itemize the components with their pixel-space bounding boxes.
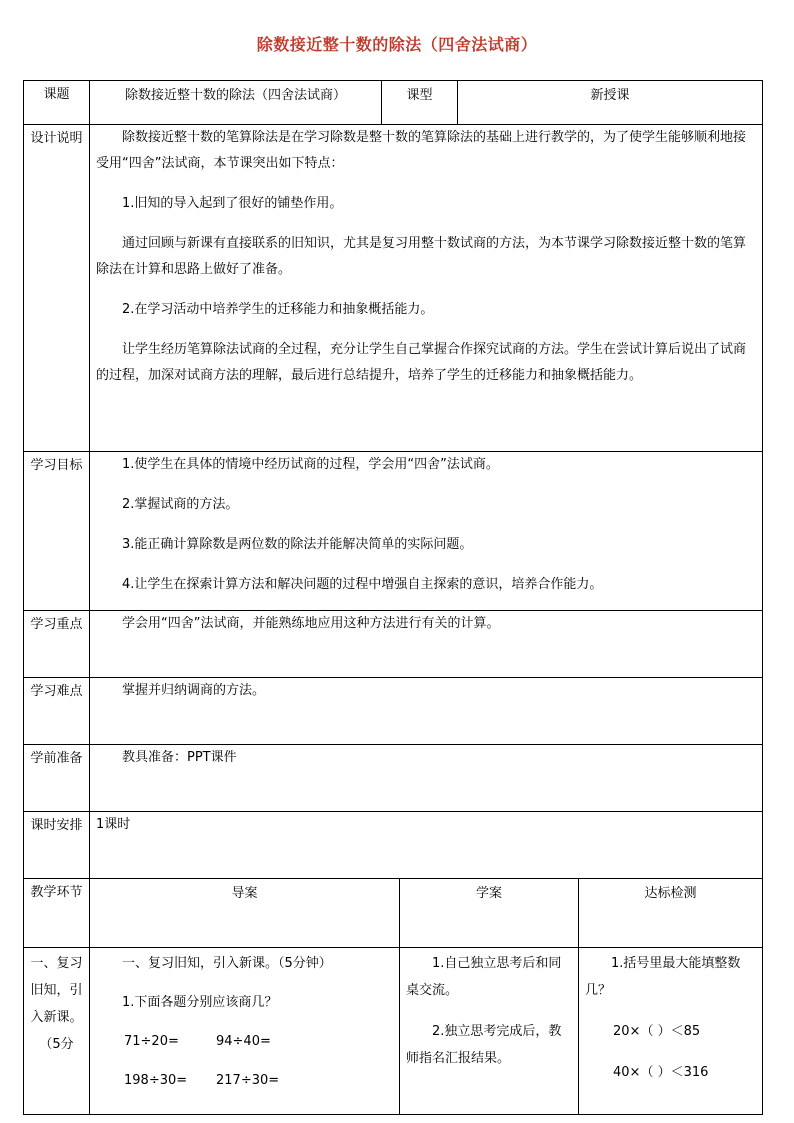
guide-question: 1.下面各题分别应该商几？ xyxy=(122,995,278,1010)
document-title: 除数接近整十数的除法（四舍法试商） xyxy=(256,35,538,54)
exercise-item: 198÷30= xyxy=(124,1073,188,1088)
row-difficulty xyxy=(24,678,763,745)
teaching-stage-label: 教学环节 xyxy=(24,879,90,948)
row-design xyxy=(24,125,763,452)
goals-content xyxy=(90,452,763,611)
goal-item: 3.能正确计算除数是两位数的除法并能解决简单的实际问题。 xyxy=(122,537,473,552)
class-hours-label: 课时安排 xyxy=(24,812,90,879)
exercise-item: 94÷40= xyxy=(216,1034,271,1049)
goals-label: 学习目标 xyxy=(24,452,90,611)
difficulty-content xyxy=(90,678,763,745)
difficulty-text: 掌握并归纳调商的方法。 xyxy=(122,683,266,698)
preparation-text: 教具准备：PPT课件 xyxy=(122,750,237,765)
row-key-points xyxy=(24,611,763,678)
key-points-label: 学习重点 xyxy=(24,611,90,678)
key-points-content xyxy=(90,611,763,678)
exercise-item: 71÷20= xyxy=(124,1034,179,1049)
design-point-heading: 2.在学习活动中培养学生的迁移能力和抽象概括能力。 xyxy=(122,302,434,317)
preparation-label: 学前准备 xyxy=(24,745,90,812)
study-item: 2.独立思考完成后，教师指名汇报结果。 xyxy=(406,1024,562,1066)
check-content xyxy=(579,948,763,1115)
design-content xyxy=(90,125,763,452)
guide-content xyxy=(90,948,400,1115)
row-goals xyxy=(24,452,763,611)
row-step-review xyxy=(24,948,763,1115)
topic-value: 除数接近整十数的除法（四舍法试商） xyxy=(90,81,382,125)
check-item: 40×（ ）＜316 xyxy=(613,1065,709,1080)
guide-heading: 一、复习旧知，引入新课。（5分钟） xyxy=(122,956,332,971)
step-review-label: 一、复习旧知，引入新课。（5分 xyxy=(24,948,90,1115)
row-topic xyxy=(24,81,763,125)
exercise-row xyxy=(96,1067,393,1094)
study-item: 1.自己独立思考后和同桌交流。 xyxy=(406,956,562,998)
design-paragraph: 让学生经历笔算除法试商的全过程，充分让学生自己掌握合作探究试商的方法。学生在尝试计算后说出了试商的过程，加深对试商方法的理解，最后进行总结提升，培养了学生的迁移能力和抽象概括能力。 xyxy=(96,342,747,383)
row-class-hours xyxy=(24,812,763,879)
goal-item: 1.使学生在具体的情境中经历试商的过程，学会用“四舍”法试商。 xyxy=(122,457,499,472)
class-hours-text: 1课时 xyxy=(96,817,131,832)
exercise-row xyxy=(96,1028,393,1055)
preparation-content xyxy=(90,745,763,812)
class-hours-content xyxy=(90,812,763,879)
key-points-text: 学会用“四舍”法试商，并能熟练地应用这种方法进行有关的计算。 xyxy=(122,616,500,631)
goal-item: 4.让学生在探索计算方法和解决问题的过程中增强自主探索的意识，培养合作能力。 xyxy=(122,577,603,592)
topic-label: 课题 xyxy=(24,81,90,125)
goal-item: 2.掌握试商的方法。 xyxy=(122,497,239,512)
check-item: 20×（ ）＜85 xyxy=(613,1024,701,1039)
lesson-type-label: 课型 xyxy=(382,81,458,125)
difficulty-label: 学习难点 xyxy=(24,678,90,745)
study-content xyxy=(400,948,579,1115)
design-paragraph: 除数接近整十数的笔算除法是在学习除数是整十数的笔算除法的基础上进行教学的，为了使学生能够顺利地接受用“四舍”法试商，本节课突出如下特点： xyxy=(96,130,747,171)
row-preparation xyxy=(24,745,763,812)
lesson-type-value: 新授课 xyxy=(458,81,763,125)
guide-column-header: 导案 xyxy=(90,879,400,948)
exercise-item: 217÷30= xyxy=(216,1073,280,1088)
design-point-heading: 1.旧知的导入起到了很好的铺垫作用。 xyxy=(122,196,343,211)
lesson-plan-table xyxy=(23,80,763,1115)
design-paragraph: 通过回顾与新课有直接联系的旧知识，尤其是复习用整十数试商的方法，为本节课学习除数接近整十数的笔算除法在计算和思路上做好了准备。 xyxy=(96,236,747,277)
study-column-header: 学案 xyxy=(400,879,579,948)
check-heading: 1.括号里最大能填整数几？ xyxy=(585,956,741,998)
design-label: 设计说明 xyxy=(24,125,90,452)
check-column-header: 达标检测 xyxy=(579,879,763,948)
row-teaching-headers xyxy=(24,879,763,948)
